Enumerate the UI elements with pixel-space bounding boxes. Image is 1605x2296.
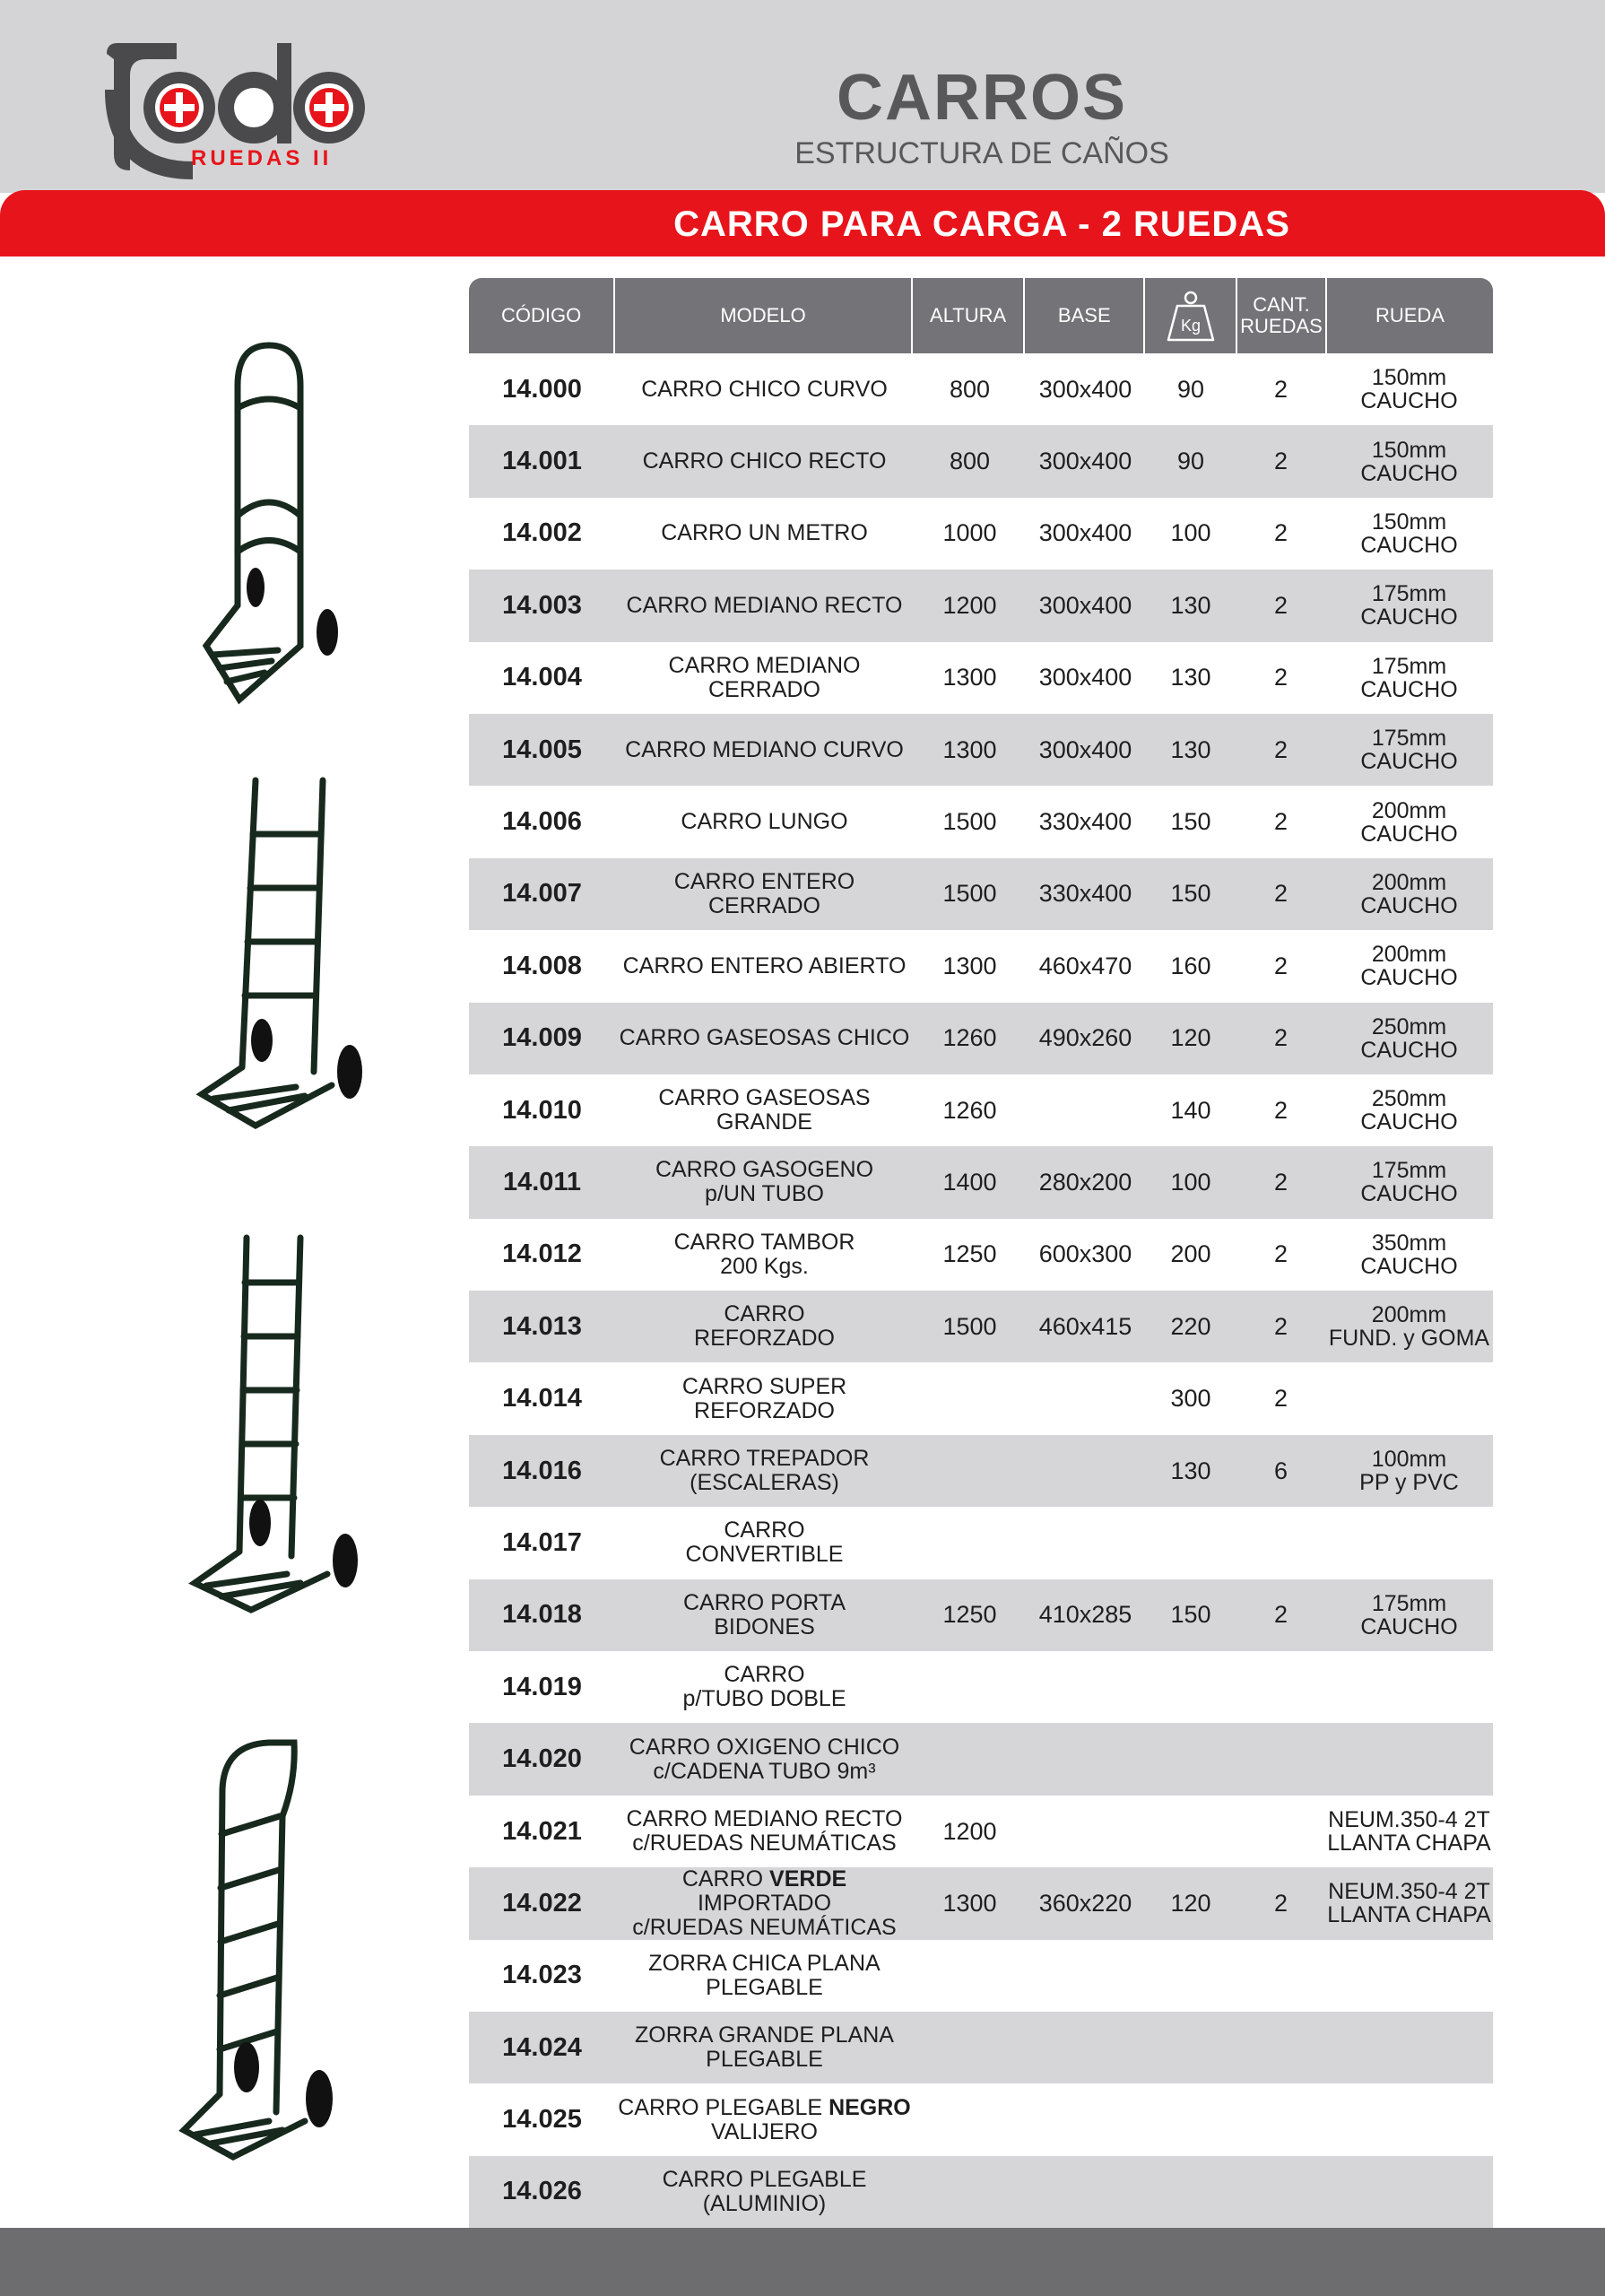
table-row	[469, 2083, 1493, 2155]
cell-cant-ruedas: 2	[1273, 1240, 1288, 1268]
cell-rueda	[1325, 2156, 1493, 2228]
cell-kg: 150	[1170, 880, 1211, 908]
cell-codigo: 14.007	[502, 879, 582, 909]
col-base: BASE	[1025, 278, 1145, 353]
cell-base: 490x260	[1038, 1024, 1132, 1052]
cell-modelo: CARRO OXIGENO CHICO c/CADENA TUBO 9m³	[629, 1734, 900, 1784]
cell-kg: 160	[1170, 952, 1211, 979]
cell-kg	[1145, 1796, 1236, 1867]
cell-kg: 90	[1176, 375, 1205, 403]
cell-kg: 120	[1170, 1889, 1211, 1917]
table-row	[469, 1362, 1493, 1434]
cell-modelo: CARRO PLEGABLE NEGRO VALIJERO	[618, 2094, 911, 2144]
cell-rueda: 175mm CAUCHO	[1360, 726, 1458, 775]
cell-rueda	[1325, 1940, 1493, 2012]
cell-codigo: 14.026	[502, 2177, 582, 2206]
cell-base	[1026, 1074, 1145, 1146]
cell-modelo: CARRO MEDIANO CURVO	[625, 736, 904, 762]
cell-rueda: 175mm CAUCHO	[1360, 653, 1458, 702]
cell-kg: 130	[1170, 664, 1211, 691]
cell-kg: 150	[1170, 1601, 1211, 1629]
cell-base	[1026, 1362, 1145, 1434]
cell-rueda: 350mm CAUCHO	[1360, 1230, 1458, 1279]
cell-codigo: 14.014	[502, 1384, 582, 1413]
cell-modelo: ZORRA CHICA PLANA PLEGABLE	[648, 1950, 881, 2000]
svg-text:RUEDAS II: RUEDAS II	[191, 146, 333, 170]
cell-altura	[914, 2012, 1026, 2083]
cell-base: 300x400	[1038, 448, 1132, 475]
table-body	[469, 353, 1493, 2228]
cell-kg: 100	[1170, 1168, 1211, 1196]
cell-base	[1026, 1940, 1145, 2012]
cell-cant-ruedas	[1236, 1651, 1325, 1723]
cell-altura	[914, 1435, 1026, 1507]
cell-base: 360x220	[1038, 1889, 1132, 1917]
cell-base: 460x415	[1038, 1312, 1132, 1340]
cell-codigo: 14.021	[502, 1816, 582, 1846]
brand-logo	[94, 36, 390, 179]
cell-base: 300x400	[1038, 375, 1132, 403]
cell-modelo: CARRO PLEGABLE (ALUMINIO)	[662, 2166, 867, 2216]
cell-rueda	[1325, 1362, 1493, 1434]
cell-cant-ruedas: 2	[1273, 1601, 1288, 1629]
cell-codigo: 14.019	[502, 1672, 582, 1701]
cell-modelo: CARRO GASEOSAS GRANDE	[658, 1085, 871, 1135]
product-table	[469, 278, 1493, 2228]
cell-base: 300x400	[1038, 735, 1132, 763]
cell-kg: 90	[1176, 448, 1205, 475]
cell-cant-ruedas: 2	[1273, 1889, 1288, 1917]
cell-modelo: CARRO TAMBOR 200 Kgs.	[673, 1229, 855, 1279]
cell-cant-ruedas	[1236, 1507, 1325, 1578]
cell-codigo: 14.008	[502, 951, 582, 980]
cell-codigo: 14.001	[502, 447, 582, 476]
cell-cant-ruedas: 2	[1273, 375, 1288, 403]
cell-altura: 1300	[942, 952, 997, 979]
cell-modelo: CARRO MEDIANO CERRADO	[668, 652, 861, 702]
cell-kg: 220	[1170, 1312, 1211, 1340]
col-codigo: CÓDIGO	[469, 278, 615, 353]
cell-codigo: 14.012	[502, 1239, 582, 1269]
cell-cant-ruedas: 2	[1273, 808, 1288, 836]
cell-kg: 130	[1170, 1457, 1211, 1484]
cell-altura: 1500	[942, 808, 997, 836]
cell-altura: 1250	[942, 1601, 997, 1629]
cell-rueda: 250mm CAUCHO	[1360, 1086, 1458, 1135]
cell-kg	[1145, 2156, 1236, 2228]
cell-base: 280x200	[1038, 1168, 1132, 1196]
col-modelo: MODELO	[615, 278, 913, 353]
cell-codigo: 14.017	[502, 1527, 582, 1557]
table-row	[469, 1003, 1493, 1074]
table-row	[469, 1796, 1493, 1867]
cell-base	[1026, 1796, 1145, 1867]
cell-codigo: 14.002	[502, 518, 582, 548]
table-header	[469, 278, 1493, 353]
col-kg	[1145, 278, 1237, 353]
cell-codigo: 14.004	[502, 663, 582, 692]
hand-truck-curved-image	[193, 336, 350, 709]
table-row	[469, 425, 1493, 497]
cell-cant-ruedas: 6	[1273, 1457, 1288, 1484]
cell-cant-ruedas: 2	[1273, 664, 1288, 691]
table-row	[469, 570, 1493, 641]
cell-base: 330x400	[1038, 808, 1132, 836]
table-row	[469, 930, 1493, 1002]
cell-altura: 1500	[942, 1312, 997, 1340]
cell-rueda	[1325, 1651, 1493, 1723]
header	[0, 0, 1605, 193]
svg-text:Kg: Kg	[1180, 317, 1201, 335]
cell-rueda	[1325, 1507, 1493, 1578]
cell-codigo: 14.023	[502, 1961, 582, 1990]
cell-codigo: 14.011	[502, 1167, 582, 1196]
cell-rueda: 175mm CAUCHO	[1360, 1158, 1458, 1207]
cell-cant-ruedas	[1236, 1940, 1325, 2012]
cell-rueda	[1325, 1723, 1493, 1795]
table-row	[469, 1579, 1493, 1651]
cell-rueda	[1325, 2012, 1493, 2083]
cell-modelo: CARRO UN METRO	[661, 520, 868, 546]
cell-kg	[1145, 2012, 1236, 2083]
cell-kg: 130	[1170, 591, 1211, 619]
cell-modelo: CARRO p/TUBO DOBLE	[682, 1662, 846, 1712]
cell-altura: 1250	[942, 1240, 997, 1268]
cell-base	[1026, 2083, 1145, 2155]
cell-altura	[914, 1362, 1026, 1434]
cell-altura: 1000	[942, 519, 997, 547]
cell-modelo: CARRO SUPER REFORZADO	[681, 1373, 847, 1423]
cell-modelo: CARRO VERDE IMPORTADO c/RUEDAS NEUMÁTICAS	[632, 1866, 897, 1940]
cell-base	[1026, 1651, 1145, 1723]
cell-cant-ruedas: 2	[1273, 448, 1288, 475]
table-row	[469, 714, 1493, 786]
table-row	[469, 498, 1493, 570]
cell-base: 300x400	[1038, 591, 1132, 619]
cell-rueda: 150mm CAUCHO	[1360, 437, 1458, 486]
cell-codigo: 14.006	[502, 807, 582, 837]
cell-rueda: NEUM.350-4 2T LLANTA CHAPA	[1327, 1879, 1491, 1928]
cell-rueda: 200mm CAUCHO	[1360, 869, 1458, 918]
cell-kg: 150	[1170, 808, 1211, 836]
cell-base	[1026, 2156, 1145, 2228]
table-row	[469, 1651, 1493, 1723]
cell-base	[1026, 1435, 1145, 1507]
cell-kg: 140	[1170, 1096, 1211, 1124]
cell-altura: 1500	[942, 880, 997, 908]
cell-altura: 1200	[942, 1817, 997, 1845]
cell-codigo: 14.022	[502, 1888, 582, 1918]
cell-rueda: 200mm CAUCHO	[1360, 942, 1458, 991]
cell-cant-ruedas: 2	[1273, 1024, 1288, 1052]
cell-modelo: CARRO CHICO RECTO	[642, 448, 887, 474]
cell-modelo: CARRO ENTERO ABIERTO	[622, 952, 907, 978]
cell-altura: 800	[949, 448, 991, 475]
cell-codigo: 14.000	[502, 374, 582, 404]
cell-altura	[914, 1723, 1026, 1795]
table-row	[469, 1291, 1493, 1362]
cell-kg	[1145, 1940, 1236, 2012]
cell-rueda: 175mm CAUCHO	[1360, 1590, 1458, 1639]
cell-altura	[914, 1651, 1026, 1723]
cell-kg	[1145, 2083, 1236, 2155]
cell-rueda: NEUM.350-4 2T LLANTA CHAPA	[1327, 1807, 1491, 1856]
cell-modelo: CARRO LUNGO	[681, 809, 848, 835]
cell-modelo: CARRO REFORZADO	[694, 1301, 835, 1352]
table-row	[469, 858, 1493, 930]
cell-altura: 1300	[942, 735, 997, 763]
table-row	[469, 642, 1493, 714]
cell-cant-ruedas: 2	[1273, 1385, 1288, 1413]
table-row	[469, 1507, 1493, 1578]
cell-rueda: 175mm CAUCHO	[1360, 581, 1458, 631]
cell-modelo: CARRO CONVERTIBLE	[685, 1518, 844, 1568]
cell-altura: 1200	[942, 591, 997, 619]
cell-cant-ruedas: 2	[1273, 880, 1288, 908]
cell-codigo: 14.010	[502, 1095, 582, 1125]
cell-base: 300x400	[1038, 664, 1132, 691]
cell-modelo: CARRO ENTERO CERRADO	[673, 868, 855, 918]
cell-modelo: ZORRA GRANDE PLANA PLEGABLE	[635, 2022, 894, 2073]
hand-truck-curved-tall-image	[161, 1735, 368, 2161]
cell-cant-ruedas: 2	[1273, 519, 1288, 547]
col-altura: ALTURA	[913, 278, 1026, 353]
cell-altura	[914, 1507, 1026, 1578]
cell-altura: 1300	[942, 664, 997, 691]
cell-modelo: CARRO GASEOSAS CHICO	[619, 1025, 910, 1051]
table-row	[469, 1940, 1493, 2012]
cell-rueda: 150mm CAUCHO	[1360, 509, 1458, 558]
cell-codigo: 14.024	[502, 2032, 582, 2062]
cell-base: 410x285	[1038, 1601, 1132, 1629]
cell-codigo: 14.020	[502, 1744, 582, 1774]
cell-codigo: 14.025	[502, 2105, 582, 2135]
cell-kg	[1145, 1507, 1236, 1578]
page-subtitle: ESTRUCTURA DE CAÑOS	[794, 136, 1169, 170]
cell-modelo: CARRO TREPADOR (ESCALERAS)	[659, 1446, 870, 1496]
weight-icon	[1165, 288, 1217, 344]
table-row	[469, 2156, 1493, 2228]
cell-kg	[1145, 1651, 1236, 1723]
cell-altura	[914, 2156, 1026, 2228]
cell-base: 600x300	[1038, 1240, 1132, 1268]
cell-cant-ruedas	[1236, 2012, 1325, 2083]
cell-modelo: CARRO MEDIANO RECTO c/RUEDAS NEUMÁTICAS	[626, 1806, 903, 1856]
cell-codigo: 14.003	[502, 590, 582, 620]
cell-altura: 1400	[942, 1168, 997, 1196]
table-row	[469, 1435, 1493, 1507]
cell-cant-ruedas: 2	[1273, 1312, 1288, 1340]
cell-rueda: 200mm CAUCHO	[1360, 797, 1458, 847]
table-row	[469, 1867, 1493, 1939]
cell-rueda: 200mm FUND. y GOMA	[1328, 1302, 1490, 1352]
cell-base: 330x400	[1038, 880, 1132, 908]
cell-rueda	[1325, 2083, 1493, 2155]
cell-altura: 800	[949, 375, 991, 403]
cell-cant-ruedas: 2	[1273, 591, 1288, 619]
cell-kg: 130	[1170, 735, 1211, 763]
cell-codigo: 14.005	[502, 735, 582, 764]
cell-modelo: CARRO GASOGENO p/UN TUBO	[655, 1157, 874, 1207]
cell-base	[1026, 1723, 1145, 1795]
page-title: CARROS	[836, 62, 1127, 134]
cell-kg: 120	[1170, 1024, 1211, 1052]
cell-kg: 100	[1170, 519, 1211, 547]
table-row	[469, 786, 1493, 857]
cell-cant-ruedas	[1236, 2156, 1325, 2228]
col-cant-ruedas: CANT. RUEDAS	[1237, 278, 1327, 353]
hand-truck-straight-image	[188, 771, 377, 1130]
cell-kg: 300	[1170, 1385, 1211, 1413]
cell-codigo: 14.018	[502, 1600, 582, 1630]
cell-rueda: 150mm CAUCHO	[1360, 365, 1458, 414]
cell-codigo: 14.016	[502, 1456, 582, 1485]
table-row	[469, 1723, 1493, 1795]
cell-modelo: CARRO MEDIANO RECTO	[626, 592, 903, 618]
cell-cant-ruedas: 2	[1273, 952, 1288, 979]
cell-base: 460x470	[1038, 952, 1132, 979]
cell-cant-ruedas	[1236, 1723, 1325, 1795]
footer-bar	[0, 2228, 1605, 2296]
cell-altura	[914, 1940, 1026, 2012]
cell-altura: 1260	[942, 1096, 997, 1124]
cell-rueda: 100mm PP y PVC	[1359, 1447, 1459, 1496]
table-row	[469, 1219, 1493, 1291]
cell-codigo: 14.009	[502, 1023, 582, 1053]
cell-modelo: CARRO PORTA BIDONES	[682, 1589, 846, 1639]
cell-base	[1026, 2012, 1145, 2083]
table-row	[469, 1074, 1493, 1146]
cell-codigo: 14.013	[502, 1311, 582, 1341]
cell-cant-ruedas	[1236, 1796, 1325, 1867]
cell-cant-ruedas: 2	[1273, 735, 1288, 763]
table-row	[469, 1146, 1493, 1218]
cell-cant-ruedas: 2	[1273, 1168, 1288, 1196]
cell-base: 300x400	[1038, 519, 1132, 547]
cell-base	[1026, 1507, 1145, 1578]
col-rueda: RUEDA	[1375, 304, 1444, 326]
section-banner	[0, 190, 1605, 257]
cell-kg: 200	[1170, 1240, 1211, 1268]
cell-altura: 1300	[942, 1889, 997, 1917]
table-row	[469, 2012, 1493, 2083]
cell-cant-ruedas	[1236, 2083, 1325, 2155]
section-banner-title: CARRO PARA CARGA - 2 RUEDAS	[673, 204, 1290, 244]
hand-truck-tall-image	[184, 1229, 377, 1614]
cell-cant-ruedas: 2	[1273, 1096, 1288, 1124]
cell-rueda: 250mm CAUCHO	[1360, 1013, 1458, 1063]
table-row	[469, 353, 1493, 425]
cell-altura	[914, 2083, 1026, 2155]
cell-kg	[1145, 1723, 1236, 1795]
cell-modelo: CARRO CHICO CURVO	[641, 376, 888, 402]
cell-altura: 1260	[942, 1024, 997, 1052]
